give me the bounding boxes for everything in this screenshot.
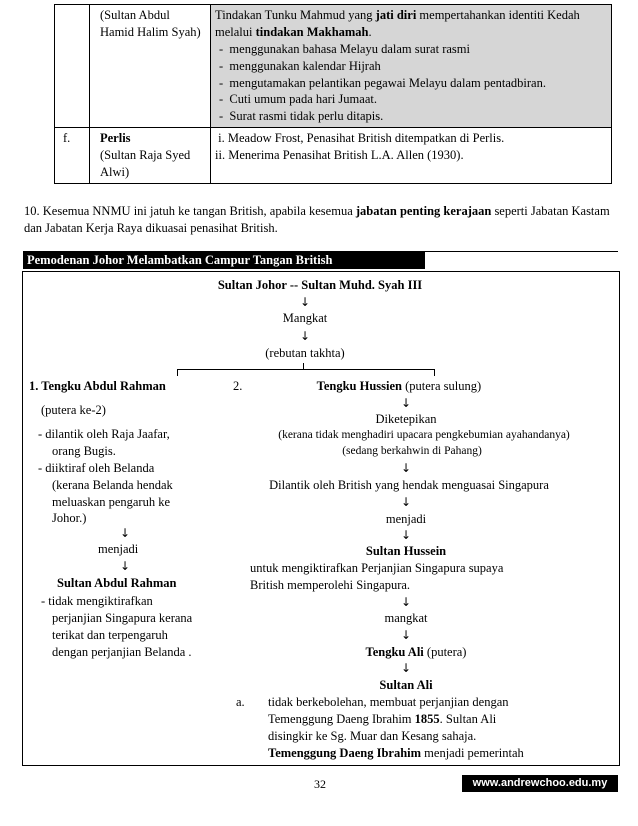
right-reason-1: (kerana tidak menghadiri upacara pengkebumian ayahandanya) xyxy=(278,429,570,441)
table-row xyxy=(55,128,612,184)
list-item: - tidak mengiktirafkan xyxy=(41,594,153,608)
list-item: - diiktiraf oleh Belanda xyxy=(38,460,155,475)
left-branch-sub: (putera ke-2) xyxy=(41,403,106,417)
right-dilantik: Dilantik oleh British yang hendak menguasai Singapura xyxy=(269,478,549,492)
right-a-label: a. xyxy=(236,695,245,709)
left-branch-title: 1. Tengku Abdul Rahman xyxy=(29,379,166,393)
list-item: - menggunakan kalendar Hijrah xyxy=(219,58,381,73)
arrow-down-icon: ↓ xyxy=(119,559,131,573)
list-item: - menggunakan bahasa Melayu dalam surat rasmi xyxy=(219,41,470,56)
arrow-down-icon: ↓ xyxy=(400,396,412,410)
ruler-name: (Sultan Abdul Hamid Halim Syah) xyxy=(90,5,211,128)
right-branch-title: 2. Tengku Hussien (putera sulung) xyxy=(233,379,482,393)
right-menjadi: menjadi xyxy=(385,512,427,526)
ruler-name: (Sultan Raja Syed Alwi) xyxy=(100,148,191,179)
arrow-down-icon: ↓ xyxy=(400,528,412,542)
states-table xyxy=(54,4,612,184)
arrow-down-icon: ↓ xyxy=(119,526,131,540)
list-item: perjanjian Singapura kerana xyxy=(52,610,193,625)
left-sultan: Sultan Abdul Rahman xyxy=(57,576,177,590)
action-cell xyxy=(211,128,612,184)
right-purpose: untuk mengiktirafkan Perjanjian Singapura supaya British memperolehi Singapura. xyxy=(250,561,504,592)
left-final xyxy=(41,593,241,661)
paragraph-10: 10. Kesemua NNMU ini jatuh ke tangan British, apabila kesemua jabatan penting kerajaan seperti Jabatan Kastam dan Jabatan Kerja Raya dikuasai penasihat British. xyxy=(24,204,610,235)
list-item: (kerana Belanda hendak xyxy=(52,477,173,492)
list-item: dengan perjanjian Belanda . xyxy=(52,644,192,659)
arrow-down-icon: ↓ xyxy=(299,329,311,343)
right-tengku-ali: Tengku Ali (putera) xyxy=(365,645,467,659)
state-cell xyxy=(90,128,211,184)
rebutan-label: (rebutan takhta) xyxy=(265,346,345,360)
branch-left-drop xyxy=(177,369,178,376)
table-row xyxy=(55,5,612,128)
list-item: Johor.) xyxy=(52,511,87,526)
right-sultan-ali: Sultan Ali xyxy=(379,678,433,692)
list-item: - Surat rasmi tidak perlu ditapis. xyxy=(219,109,384,124)
mangkat-label: Mangkat xyxy=(282,311,328,325)
state-name: Perlis xyxy=(100,131,131,146)
left-menjadi: menjadi xyxy=(98,542,139,556)
branch-right-drop xyxy=(434,369,435,376)
list-item: - mengutamakan pelantikan pegawai Melayu dalam pentadbiran. xyxy=(219,75,546,90)
right-reason-2: (sedang berkahwin di Pahang) xyxy=(342,445,482,457)
branch-line xyxy=(177,369,435,370)
root-node: Sultan Johor -- Sultan Muhd. Syah III xyxy=(217,278,423,292)
list-item: orang Bugis. xyxy=(52,443,116,458)
list-item: ii. Menerima Penasihat British L.A. Allen (1930). xyxy=(215,148,464,162)
list-item: meluaskan pengaruh ke xyxy=(52,494,171,509)
action-cell: Tindakan Tunku Mahmud yang jati diri mempertahankan identiti Kedah melalui tindakan Makhamah. - menggunakan bahasa Melayu dalam surat rasmi - menggunakan kalendar Hijrah - mengutamakan pelantikan pegawai Melayu dalam pentadbiran. - Cuti umum pada hari Jumaat. - Surat rasmi tidak perlu ditapis. xyxy=(211,5,612,128)
section-banner: Pemodenan Johor Melambatkan Campur Tangan British xyxy=(23,251,425,269)
right-mangkat: mangkat xyxy=(384,611,428,625)
left-points xyxy=(38,426,238,527)
right-diketepikan: Diketepikan xyxy=(375,412,437,426)
list-item: i. Meadow Frost, Penasihat British ditempatkan di Perlis. xyxy=(218,131,505,146)
list-item: - dilantik oleh Raja Jaafar, xyxy=(38,427,170,441)
arrow-down-icon: ↓ xyxy=(400,661,412,675)
arrow-down-icon: ↓ xyxy=(400,495,412,509)
arrow-down-icon: ↓ xyxy=(400,628,412,642)
arrow-down-icon: ↓ xyxy=(299,295,311,309)
list-item: - Cuti umum pada hari Jumaat. xyxy=(219,92,377,107)
list-item: terikat dan terpengaruh xyxy=(52,627,168,642)
footer-url: www.andrewchoo.edu.my xyxy=(462,775,618,792)
banner-rule xyxy=(423,251,618,272)
row-letter: f. xyxy=(55,128,90,184)
arrow-down-icon: ↓ xyxy=(400,461,412,475)
right-sultan: Sultan Hussein xyxy=(365,544,447,558)
page-number: 32 xyxy=(314,777,326,791)
arrow-down-icon: ↓ xyxy=(400,595,412,609)
right-a-text: tidak berkebolehan, membuat perjanjian dengan Temenggung Daeng Ibrahim 1855. Sultan Ali disingkir ke Sg. Muar dan Kesang sahaja. Temenggung Daeng Ibrahim menjadi pemerintah xyxy=(268,695,524,760)
